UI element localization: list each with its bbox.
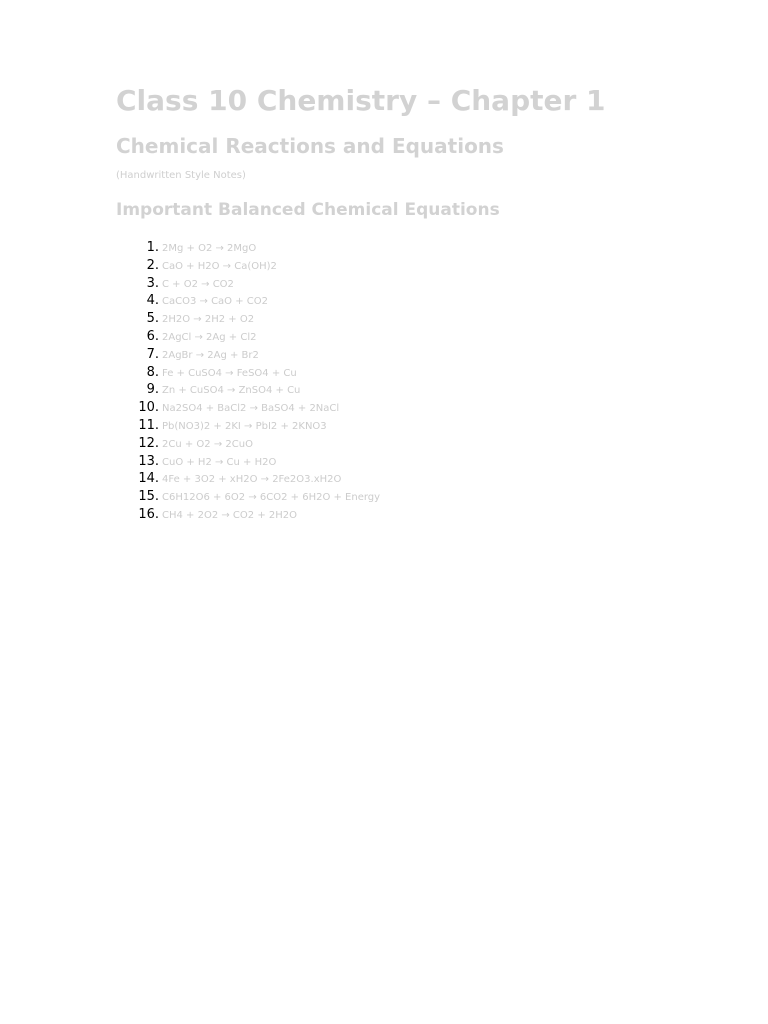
equation-text: C + O2 → CO2 <box>162 278 234 290</box>
equation-number: 12. <box>138 435 159 451</box>
list-item <box>116 451 736 469</box>
equation-text: CuO + H2 → Cu + H2O <box>162 456 277 468</box>
equation-text: Fe + CuSO4 → FeSO4 + Cu <box>162 367 297 379</box>
list-item <box>116 397 736 415</box>
equation-number: 11. <box>138 417 159 433</box>
equation-text: 2AgBr → 2Ag + Br2 <box>162 349 259 361</box>
equation-number: 3. <box>146 275 159 291</box>
equation-number: 7. <box>146 346 159 362</box>
equation-number: 2. <box>146 257 159 273</box>
equation-text: CH4 + 2O2 → CO2 + 2H2O <box>162 509 297 521</box>
list-item <box>116 273 736 291</box>
equation-number: 10. <box>138 400 159 416</box>
equation-text: 2Cu + O2 → 2CuO <box>162 438 253 450</box>
equation-list <box>116 237 736 522</box>
equation-number: 6. <box>146 328 159 344</box>
equation-text: 2AgCl → 2Ag + Cl2 <box>162 331 257 343</box>
list-item <box>116 237 736 255</box>
equation-number: 9. <box>146 382 159 398</box>
equation-number: 5. <box>146 311 159 327</box>
list-item <box>116 308 736 326</box>
equation-text: 2H2O → 2H2 + O2 <box>162 314 255 326</box>
equation-number: 14. <box>138 471 159 487</box>
document-page <box>116 84 736 522</box>
list-item <box>116 379 736 397</box>
equation-text: Na2SO4 + BaCl2 → BaSO4 + 2NaCl <box>162 403 340 415</box>
document-title: Class 10 Chemistry – Chapter 1 <box>116 84 606 117</box>
equation-text: 4Fe + 3O2 + xH2O → 2Fe2O3.xH2O <box>162 474 342 486</box>
equation-number: 13. <box>138 453 159 469</box>
section-heading: Important Balanced Chemical Equations <box>116 200 500 220</box>
equation-number: 4. <box>146 293 159 309</box>
document-subtitle: Chemical Reactions and Equations <box>116 134 504 158</box>
list-item <box>116 344 736 362</box>
equation-number: 8. <box>146 364 159 380</box>
equation-number: 16. <box>138 506 159 522</box>
equation-number: 1. <box>146 240 159 255</box>
equation-text: C6H12O6 + 6O2 → 6CO2 + 6H2O + Energy <box>162 492 381 504</box>
list-item <box>116 433 736 451</box>
equation-text: CaO + H2O → Ca(OH)2 <box>162 260 277 272</box>
list-item <box>116 362 736 380</box>
equation-text: 2Mg + O2 → 2MgO <box>162 243 257 254</box>
list-item <box>116 290 736 308</box>
equation-text: Pb(NO3)2 + 2KI → PbI2 + 2KNO3 <box>162 420 327 432</box>
equation-text: CaCO3 → CaO + CO2 <box>162 296 268 308</box>
document-note: (Handwritten Style Notes) <box>116 170 246 181</box>
list-item <box>116 255 736 273</box>
equation-number: 15. <box>138 489 159 505</box>
equation-text: Zn + CuSO4 → ZnSO4 + Cu <box>162 385 301 397</box>
list-item <box>116 504 736 522</box>
list-item <box>116 486 736 504</box>
list-item <box>116 326 736 344</box>
list-item <box>116 468 736 486</box>
list-item <box>116 415 736 433</box>
